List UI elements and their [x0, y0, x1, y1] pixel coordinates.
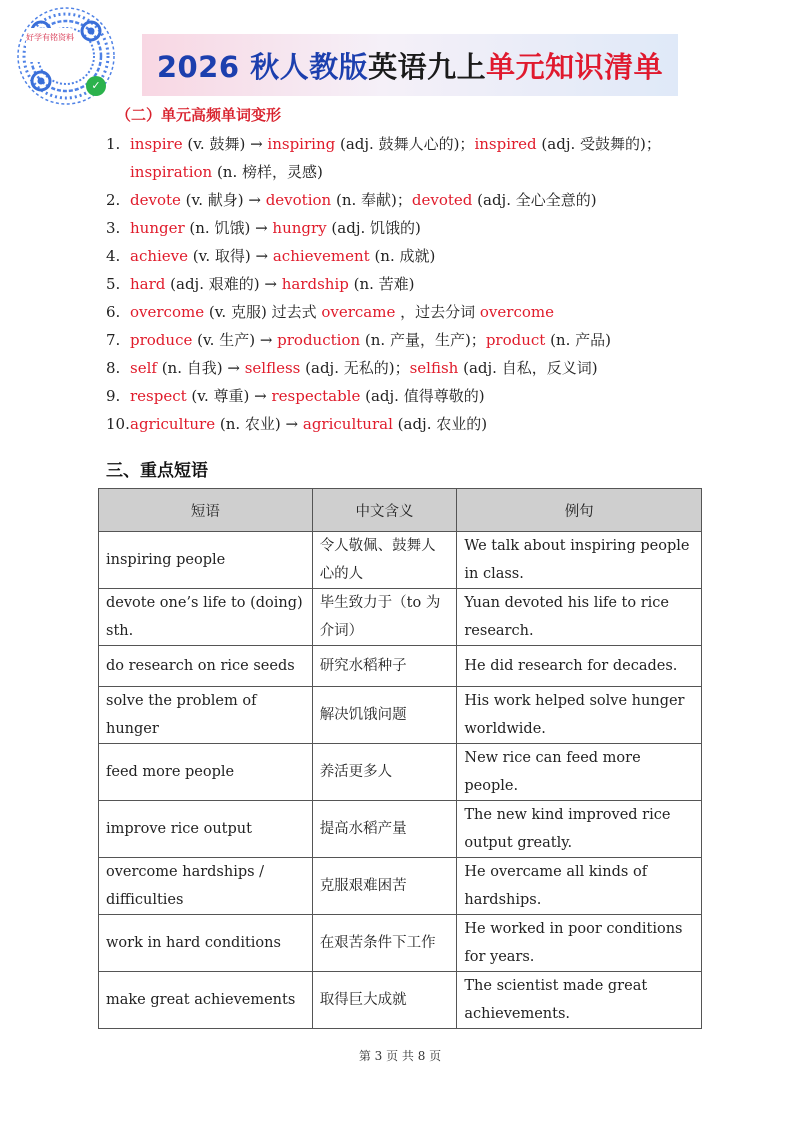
phrase-cell: improve rice output	[99, 801, 313, 858]
phrase-cell: do research on rice seeds	[99, 646, 313, 687]
vocab-gloss: (v. 献身) →	[180, 191, 266, 209]
vocab-gloss: (v. 取得) →	[188, 247, 273, 265]
table-row	[99, 532, 702, 589]
phrase-table	[98, 488, 702, 1029]
vocab-word: inspire	[130, 135, 183, 153]
title-part-1: 2026 秋人教版	[156, 49, 369, 84]
table-row	[99, 744, 702, 801]
vocab-word: overcame	[321, 303, 396, 321]
vocab-item	[106, 130, 766, 186]
vocab-item	[106, 270, 766, 298]
vocab-gloss: (adj. 自私，反义词)	[458, 359, 598, 377]
example-cell: He did research for decades.	[457, 646, 702, 687]
vocab-item-number: 2.	[106, 191, 121, 209]
phrase-cell: overcome hardships / difficulties	[99, 858, 313, 915]
vocab-item	[106, 354, 766, 382]
phrase-cell: make great achievements	[99, 972, 313, 1029]
mini-program-icon: ✓	[86, 76, 106, 96]
meaning-cell: 解决饥饿问题	[312, 687, 457, 744]
vocab-word: achieve	[130, 247, 189, 265]
vocab-item	[106, 326, 766, 354]
vocab-gloss: (n. 自我) →	[156, 359, 245, 377]
meaning-cell: 养活更多人	[312, 744, 457, 801]
vocab-word: selfish	[409, 359, 459, 377]
vocab-word: devotion	[265, 191, 332, 209]
vocab-item-number: 10.	[106, 415, 130, 433]
vocab-word: self	[130, 359, 157, 377]
vocab-gloss: (v. 鼓舞) →	[182, 135, 268, 153]
vocab-word: hardship	[281, 275, 349, 293]
example-cell: The scientist made great achievements.	[457, 972, 702, 1029]
vocab-gloss: (v. 生产) →	[192, 331, 278, 349]
vocab-word: agriculture	[130, 415, 216, 433]
vocab-gloss: (n. 农业) →	[215, 415, 303, 433]
vocab-gloss: (adj. 农业的)	[392, 415, 488, 433]
vocab-gloss: (adj. 无私的)；	[300, 359, 410, 377]
column-header-phrase: 短语	[99, 489, 313, 532]
column-header-example: 例句	[457, 489, 702, 532]
phrase-cell: devote one’s life to (doing) sth.	[99, 589, 313, 646]
vocab-word: overcome	[479, 303, 554, 321]
vocab-word: inspiration	[130, 163, 213, 181]
example-cell: The new kind improved rice output greatly.	[457, 801, 702, 858]
example-cell: He overcame all kinds of hardships.	[457, 858, 702, 915]
table-row	[99, 646, 702, 687]
vocab-word: selfless	[244, 359, 301, 377]
vocab-gloss: (n. 成就)	[369, 247, 436, 265]
table-row	[99, 589, 702, 646]
vocab-word: respectable	[271, 387, 361, 405]
vocab-word: inspiring	[267, 135, 336, 153]
meaning-cell: 克服艰难困苦	[312, 858, 457, 915]
vocab-gloss: (v. 克服) 过去式	[204, 303, 322, 321]
vocab-item-number: 7.	[106, 331, 121, 349]
title-banner	[142, 34, 678, 96]
vocab-heading: （二）单元高频单词变形	[116, 106, 282, 124]
vocab-word: hungry	[272, 219, 327, 237]
vocab-gloss: ，过去分词	[395, 303, 480, 321]
vocab-word: hunger	[130, 219, 185, 237]
phrase-cell: work in hard conditions	[99, 915, 313, 972]
phrase-cell: solve the problem of hunger	[99, 687, 313, 744]
vocab-gloss: (adj. 饥饿的)	[326, 219, 421, 237]
vocab-gloss: (adj. 艰难的) →	[165, 275, 282, 293]
vocab-item-number: 3.	[106, 219, 121, 237]
meaning-cell: 研究水稻种子	[312, 646, 457, 687]
vocab-gloss: (n. 奉献)；	[331, 191, 412, 209]
vocab-word: respect	[130, 387, 187, 405]
page-footer: 第 3 页 共 8 页	[358, 1049, 442, 1063]
qr-logo-label: 好学有铭资料	[26, 28, 74, 62]
vocab-item	[106, 186, 766, 214]
vocab-item	[106, 298, 766, 326]
vocab-word: inspired	[474, 135, 537, 153]
vocab-item-number: 4.	[106, 247, 121, 265]
vocab-word: devote	[130, 191, 181, 209]
meaning-cell: 提高水稻产量	[312, 801, 457, 858]
vocab-item-number: 6.	[106, 303, 121, 321]
table-row	[99, 801, 702, 858]
table-row	[99, 915, 702, 972]
table-header-row	[99, 489, 702, 532]
title-part-3: 单元知识清单	[486, 49, 664, 84]
example-cell: We talk about inspiring people in class.	[457, 532, 702, 589]
meaning-cell: 取得巨大成就	[312, 972, 457, 1029]
vocab-item-number: 8.	[106, 359, 121, 377]
meaning-cell: 毕生致力于（to 为介词）	[312, 589, 457, 646]
meaning-cell: 在艰苦条件下工作	[312, 915, 457, 972]
vocab-gloss: (n. 产品)	[545, 331, 611, 349]
vocab-word: agricultural	[302, 415, 393, 433]
vocab-item-number: 5.	[106, 275, 121, 293]
vocab-word: achievement	[272, 247, 370, 265]
vocab-gloss: (adj. 全心全意的)	[472, 191, 597, 209]
vocab-word: devoted	[411, 191, 473, 209]
vocab-gloss: (v. 尊重) →	[186, 387, 272, 405]
meaning-cell: 令人敬佩、鼓舞人心的人	[312, 532, 457, 589]
vocab-gloss: (adj. 受鼓舞的)；	[536, 135, 661, 153]
vocab-gloss: (adj. 值得尊敬的)	[360, 387, 485, 405]
vocab-gloss: (n. 饥饿) →	[184, 219, 273, 237]
vocab-word: production	[277, 331, 361, 349]
vocab-gloss: (n. 产量，生产)；	[360, 331, 486, 349]
example-cell: His work helped solve hunger worldwide.	[457, 687, 702, 744]
vocab-item	[106, 382, 766, 410]
vocab-gloss: (n. 苦难)	[348, 275, 415, 293]
vocab-item	[106, 242, 766, 270]
vocab-item-continuation	[106, 158, 766, 186]
phrase-section-title: 三、重点短语	[106, 461, 208, 481]
example-cell: He worked in poor conditions for years.	[457, 915, 702, 972]
vocab-word: hard	[130, 275, 166, 293]
vocab-word: overcome	[130, 303, 205, 321]
example-cell: Yuan devoted his life to rice research.	[457, 589, 702, 646]
vocab-list	[106, 130, 766, 438]
vocab-word: produce	[130, 331, 193, 349]
vocab-item	[106, 214, 766, 242]
vocab-gloss: (adj. 鼓舞人心的)；	[335, 135, 475, 153]
vocab-item-number: 9.	[106, 387, 121, 405]
column-header-meaning: 中文含义	[312, 489, 457, 532]
table-row	[99, 972, 702, 1029]
table-row	[99, 687, 702, 744]
phrase-cell: inspiring people	[99, 532, 313, 589]
vocab-word: product	[485, 331, 546, 349]
vocab-gloss: (n. 榜样，灵感)	[212, 163, 323, 181]
example-cell: New rice can feed more people.	[457, 744, 702, 801]
table-row	[99, 858, 702, 915]
title-part-2: 英语九上	[368, 49, 487, 84]
phrase-cell: feed more people	[99, 744, 313, 801]
vocab-item	[106, 410, 766, 438]
vocab-item-number: 1.	[106, 135, 121, 153]
